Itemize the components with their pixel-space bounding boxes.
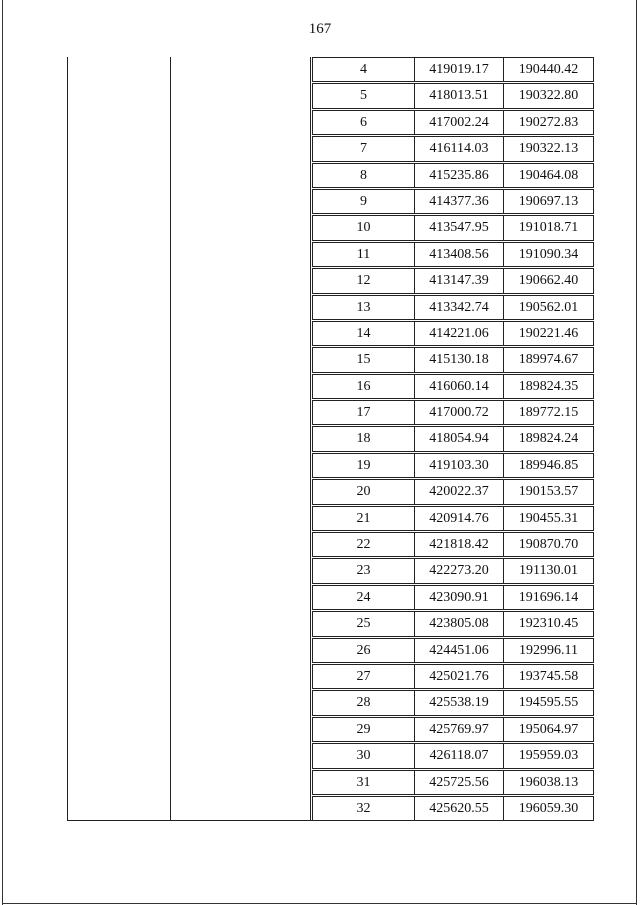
point-number-cell: 8: [312, 164, 414, 187]
y-coordinate-cell: 189772.15: [503, 401, 594, 424]
x-coordinate-cell: 413147.39: [414, 269, 503, 292]
y-coordinate-cell: 192310.45: [503, 612, 594, 635]
table-row: [312, 743, 594, 768]
point-number-cell: 19: [312, 454, 414, 477]
point-number-cell: 22: [312, 533, 414, 556]
point-number-cell: 29: [312, 718, 414, 741]
y-coordinate-cell: 190440.42: [503, 58, 594, 81]
point-number-cell: 4: [312, 58, 414, 81]
x-coordinate-cell: 423805.08: [414, 612, 503, 635]
y-coordinate-cell: 191130.01: [503, 559, 594, 582]
x-coordinate-cell: 425021.76: [414, 665, 503, 688]
x-coordinate-cell: 420022.37: [414, 480, 503, 503]
point-number-cell: 17: [312, 401, 414, 424]
y-coordinate-cell: 192996.11: [503, 639, 594, 662]
x-coordinate-cell: 425769.97: [414, 718, 503, 741]
table-row: [312, 136, 594, 161]
table-row: [312, 215, 594, 240]
y-coordinate-cell: 190562.01: [503, 296, 594, 319]
point-number-cell: 23: [312, 559, 414, 582]
x-coordinate-cell: 417000.72: [414, 401, 503, 424]
x-coordinate-cell: 413547.95: [414, 216, 503, 239]
y-coordinate-cell: 190870.70: [503, 533, 594, 556]
page-frame-right: [636, 0, 637, 905]
x-coordinate-cell: 422273.20: [414, 559, 503, 582]
point-number-cell: 30: [312, 744, 414, 767]
page-frame-bottom: [2, 903, 637, 904]
y-coordinate-cell: 189974.67: [503, 348, 594, 371]
x-coordinate-cell: 416114.03: [414, 137, 503, 160]
table-row: [312, 770, 594, 795]
y-coordinate-cell: 189946.85: [503, 454, 594, 477]
point-number-cell: 32: [312, 797, 414, 820]
point-number-cell: 11: [312, 243, 414, 266]
table-row: [312, 426, 594, 451]
table-row: [312, 163, 594, 188]
table-row: [312, 295, 594, 320]
x-coordinate-cell: 421818.42: [414, 533, 503, 556]
y-coordinate-cell: 190464.08: [503, 164, 594, 187]
table-row: [312, 585, 594, 610]
point-number-cell: 6: [312, 111, 414, 134]
x-coordinate-cell: 414221.06: [414, 322, 503, 345]
y-coordinate-cell: 196059.30: [503, 797, 594, 820]
table-row: [312, 453, 594, 478]
coordinates-table: [312, 57, 594, 822]
point-number-cell: 16: [312, 375, 414, 398]
x-coordinate-cell: 425620.55: [414, 797, 503, 820]
page-frame-left: [2, 0, 3, 905]
point-number-cell: 7: [312, 137, 414, 160]
x-coordinate-cell: 413408.56: [414, 243, 503, 266]
y-coordinate-cell: 193745.58: [503, 665, 594, 688]
x-coordinate-cell: 424451.06: [414, 639, 503, 662]
point-number-cell: 13: [312, 296, 414, 319]
table-row: [312, 57, 594, 82]
x-coordinate-cell: 425725.56: [414, 771, 503, 794]
y-coordinate-cell: 190272.83: [503, 111, 594, 134]
table-row: [312, 638, 594, 663]
y-coordinate-cell: 189824.24: [503, 427, 594, 450]
table-row: [312, 110, 594, 135]
point-number-cell: 12: [312, 269, 414, 292]
point-number-cell: 5: [312, 84, 414, 107]
y-coordinate-cell: 194595.55: [503, 691, 594, 714]
x-coordinate-cell: 425538.19: [414, 691, 503, 714]
y-coordinate-cell: 190697.13: [503, 190, 594, 213]
page-number: 167: [308, 21, 332, 37]
table-row: [312, 506, 594, 531]
x-coordinate-cell: 418013.51: [414, 84, 503, 107]
table-row: [312, 532, 594, 557]
point-number-cell: 18: [312, 427, 414, 450]
x-coordinate-cell: 413342.74: [414, 296, 503, 319]
table-row: [312, 400, 594, 425]
point-number-cell: 24: [312, 586, 414, 609]
table-row: [312, 690, 594, 715]
table-column-divider: [310, 57, 311, 821]
table-row: [312, 796, 594, 821]
table-row: [312, 664, 594, 689]
y-coordinate-cell: 190455.31: [503, 507, 594, 530]
y-coordinate-cell: 196038.13: [503, 771, 594, 794]
x-coordinate-cell: 419019.17: [414, 58, 503, 81]
y-coordinate-cell: 189824.35: [503, 375, 594, 398]
point-number-cell: 14: [312, 322, 414, 345]
table-row: [312, 479, 594, 504]
table-row: [312, 321, 594, 346]
point-number-cell: 9: [312, 190, 414, 213]
x-coordinate-cell: 419103.30: [414, 454, 503, 477]
x-coordinate-cell: 420914.76: [414, 507, 503, 530]
table-column-divider: [170, 57, 171, 821]
point-number-cell: 20: [312, 480, 414, 503]
point-number-cell: 25: [312, 612, 414, 635]
x-coordinate-cell: 415235.86: [414, 164, 503, 187]
table-row: [312, 189, 594, 214]
table-row: [312, 83, 594, 108]
x-coordinate-cell: 423090.91: [414, 586, 503, 609]
table-row: [312, 268, 594, 293]
table-row: [312, 374, 594, 399]
x-coordinate-cell: 415130.18: [414, 348, 503, 371]
table-row: [312, 242, 594, 267]
point-number-cell: 21: [312, 507, 414, 530]
y-coordinate-cell: 190322.13: [503, 137, 594, 160]
point-number-cell: 31: [312, 771, 414, 794]
x-coordinate-cell: 418054.94: [414, 427, 503, 450]
point-number-cell: 28: [312, 691, 414, 714]
point-number-cell: 15: [312, 348, 414, 371]
x-coordinate-cell: 416060.14: [414, 375, 503, 398]
x-coordinate-cell: 426118.07: [414, 744, 503, 767]
y-coordinate-cell: 190153.57: [503, 480, 594, 503]
table-row: [312, 347, 594, 372]
y-coordinate-cell: 191090.34: [503, 243, 594, 266]
point-number-cell: 27: [312, 665, 414, 688]
x-coordinate-cell: 414377.36: [414, 190, 503, 213]
point-number-cell: 26: [312, 639, 414, 662]
table-row: [312, 717, 594, 742]
y-coordinate-cell: 195064.97: [503, 718, 594, 741]
x-coordinate-cell: 417002.24: [414, 111, 503, 134]
y-coordinate-cell: 190322.80: [503, 84, 594, 107]
y-coordinate-cell: 190662.40: [503, 269, 594, 292]
y-coordinate-cell: 190221.46: [503, 322, 594, 345]
y-coordinate-cell: 191696.14: [503, 586, 594, 609]
y-coordinate-cell: 195959.03: [503, 744, 594, 767]
table-row: [312, 558, 594, 583]
y-coordinate-cell: 191018.71: [503, 216, 594, 239]
point-number-cell: 10: [312, 216, 414, 239]
table-row: [312, 611, 594, 636]
